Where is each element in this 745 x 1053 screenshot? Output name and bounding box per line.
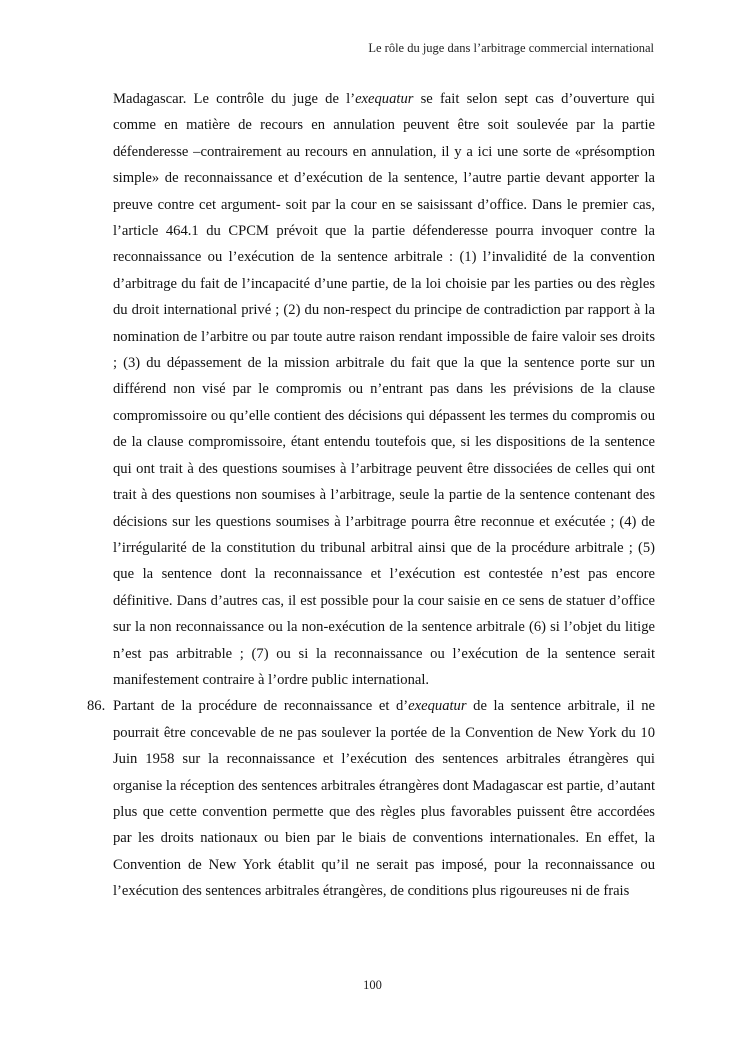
text-segment-italic: exequatur — [408, 698, 467, 715]
page-number: 100 — [363, 978, 382, 992]
body-text — [87, 86, 655, 905]
text-segment: se fait selon sept cas d’ouverture qui comme en matière de recours en annulation peuvent être soit soulevée par la partie défenderesse –contrairement au recours en annulation, il y a ici une sorte de «présomption simple» de reconnaissance et d’exécution de la sentence, l’autre partie devant apporter la preuve contre cet argument- soit par la cour en se saisissant d’office. Dans le premier cas, l’article 464.1 du CPCM prévoit que la partie défenderesse pourra invoquer contre la reconnaissance ou l’exécution de la sentence arbitrale : (1) l’invalidité de la convention d’arbitrage du fait de l’incapacité d’une partie, de la loi choisie par les parties ou des règles du droit international privé ; (2) du non-respect du principe de contradiction par rapport à la nomination de l’arbitre ou par toute autre raison rendant impossible de faire valoir ses droits ; (3) du dépassement de la mission arbitrale du fait que la que la sentence porte sur un différend non visé par le compromis ou n’entrant pas dans les prévisions de la clause compromissoire ou qu’elle contient des décisions qui dépassent les termes du compromis ou de la clause compromissoire, étant entendu toutefois que, si les dispositions de la sentence qui ont trait à des questions soumises à l’arbitrage peuvent être dissociées de celles qui ont trait à des questions non soumises à l’arbitrage, seule la partie de la sentence contenant des décisions sur les questions soumises à l’arbitrage pourra être reconnue et exécutée ; (4) de l’irrégularité de la constitution du tribunal arbitral ainsi que de la procédure arbitrale ; (5) que la sentence dont la reconnaissance et l’exécution est contestée n’est pas encore définitive. Dans d’autres cas, il est possible pour la cour saisie en ce sens de statuer d’office sur la non reconnaissance ou la non-exécution de la sentence arbitrale (6) si l’objet du litige n’est pas arbitrable ; (7) ou si la reconnaissance ou l’exécution de la sentence serait manifestement contraire à l’ordre public international. — [113, 91, 655, 688]
paragraph-number: 86. — [87, 698, 106, 715]
paragraph-continued — [113, 86, 655, 693]
text-segment: Partant de la procédure de reconnaissance et d’ — [113, 698, 409, 715]
text-segment: de la sentence arbitrale, il ne pourrait être concevable de ne pas soulever la portée de la Convention de New York du 10 Juin 1958 sur la reconnaissance et l’exécution des sentences arbitrales étrangères qui organise la réception des sentences arbitrales étrangères dont Madagascar est partie, d’autant plus que cette convention permette que des règles plus favorables puissent être accordées par les droits nationaux ou bien par le biais de conventions internationales. En effet, la Convention de New York établit qu’il ne serait pas imposé, pour la reconnaissance ou l’exécution des sentences arbitrales étrangères, de conditions plus rigoureuses ni de frais — [113, 698, 655, 900]
paragraph-86 — [87, 693, 655, 904]
running-header: Le rôle du juge dans l’arbitrage commercial international — [368, 41, 654, 55]
text-segment: Madagascar. Le contrôle du juge de l’ — [113, 91, 356, 107]
text-segment-italic: exequatur — [355, 91, 414, 107]
